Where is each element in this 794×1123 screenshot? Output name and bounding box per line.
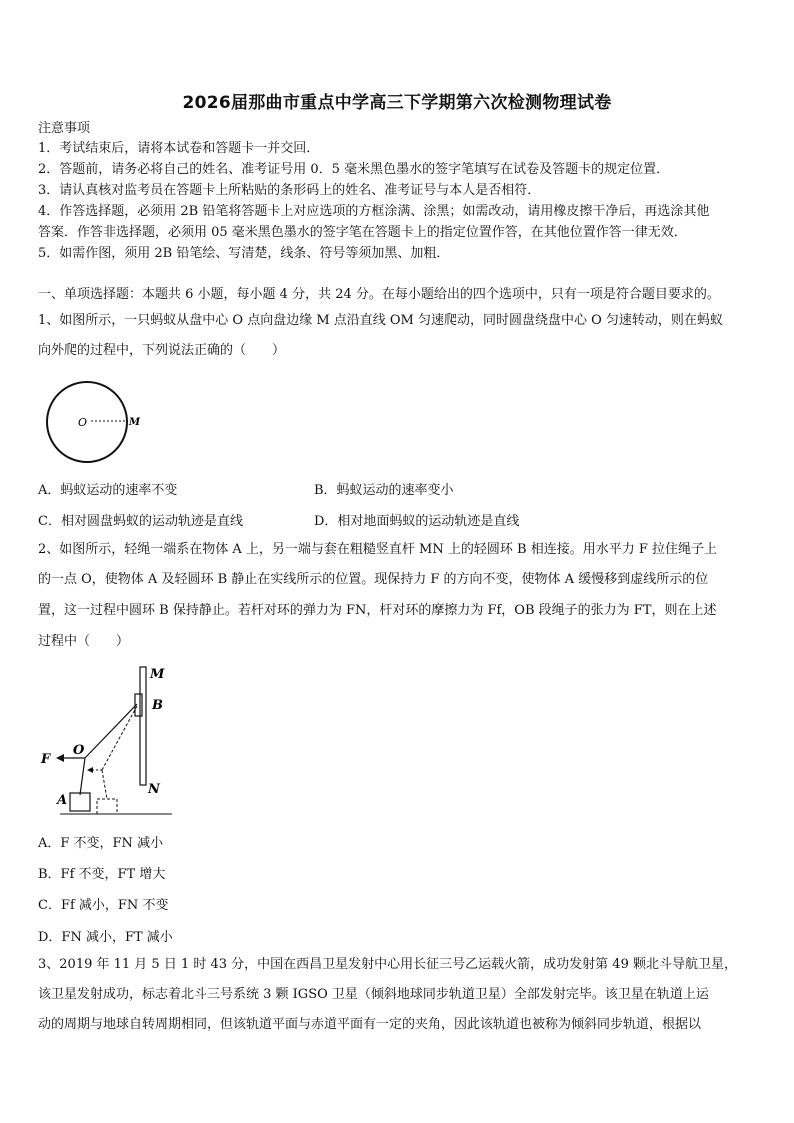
question-3-text: 该卫星发射成功，标志着北斗三号系统 3 颗 IGSO 卫星（倾斜地球同步轨道卫星）全部发射完毕。该卫星在轨道上运 <box>38 987 709 1002</box>
section-heading: 一、单项选择题：本题共 6 小题，每小题 4 分，共 24 分。在每小题给出的四个选项中，只有一项是符合题目要求的。 <box>38 287 720 302</box>
dashed-rope-ob <box>102 706 137 770</box>
question-2-text: 过程中（ ） <box>38 634 130 649</box>
q1-option-a[interactable]: A．蚂蚁运动的速率不变 <box>38 483 178 498</box>
dashed-arrowhead <box>87 767 93 773</box>
disc-label-m: M <box>129 417 141 428</box>
q2-option-b[interactable]: B．Ff 不变，FT 增大 <box>38 867 166 882</box>
page-title: 2026届那曲市重点中学高三下学期第六次检测物理试卷 <box>182 93 612 113</box>
notice-item: 1．考试结束后，请将本试卷和答题卡一并交回． <box>38 141 320 156</box>
disc-label-o: O <box>78 416 88 429</box>
notice-item: 2．答题前，请务必将自己的姓名、准考证号用 0．5 毫米黑色墨水的签字笔填写在试卷及答题卡的规定位置． <box>38 162 670 177</box>
rod-figure <box>36 662 186 822</box>
disc-figure <box>40 378 150 466</box>
q2-option-a[interactable]: A．F 不变，FN 减小 <box>38 836 164 851</box>
q1-option-b[interactable]: B．蚂蚁运动的速率变小 <box>314 483 454 498</box>
question-2-text: 2、如图所示，轻绳一端系在物体 A 上，另一端与套在粗糙竖直杆 MN 上的轻圆环 B 相连接。用水平力 F 拉住绳子上 <box>38 542 717 557</box>
dashed-rope-oa <box>102 770 107 799</box>
label-b: B <box>152 698 163 713</box>
label-n: N <box>148 782 160 797</box>
label-m: M <box>150 667 165 682</box>
block-a <box>70 793 90 811</box>
question-3-text: 3、2019 年 11 月 5 日 1 时 43 分，中国在西昌卫星发射中心用长征三号乙运载火箭，成功发射第 49 颗北斗导航卫星， <box>38 957 737 972</box>
q1-option-c[interactable]: C．相对圆盘蚂蚁的运动轨迹是直线 <box>38 514 243 529</box>
label-a: A <box>57 793 68 808</box>
label-o: O <box>73 743 85 758</box>
notice-item: 4．作答选择题，必须用 2B 铅笔将答题卡上对应选项的方框涂满、涂黑；如需改动，请用橡皮擦干净后，再选涂其他 <box>38 204 710 219</box>
question-2-text: 的一点 O，使物体 A 及轻圆环 B 静止在实线所示的位置。现保持力 F 的方向不变，使物体 A 缓慢移到虚线所示的位 <box>38 572 709 587</box>
rope-ob <box>85 704 137 758</box>
q1-option-d[interactable]: D．相对地面蚂蚁的运动轨迹是直线 <box>314 514 520 529</box>
q2-option-d[interactable]: D．FN 减小，FT 减小 <box>38 930 173 945</box>
notice-item: 答案．作答非选择题，必须用 05 毫米黑色墨水的签字笔在答题卡上的指定位置作答，在其他位置作答一律无效． <box>38 225 687 240</box>
label-f: F <box>41 752 51 767</box>
q2-option-c[interactable]: C．Ff 减小，FN 不变 <box>38 898 169 913</box>
force-arrowhead <box>56 754 64 762</box>
notice-item: 5．如需作图，须用 2B 铅笔绘、写清楚，线条、符号等须加黑、加粗． <box>38 246 450 261</box>
question-1-text: 1、如图所示，一只蚂蚁从盘中心 O 点向盘边缘 M 点沿直线 OM 匀速爬动，同时圆盘绕盘中心 O 匀速转动，则在蚂蚁 <box>38 313 723 328</box>
question-2-text: 置，这一过程中圆环 B 保持静止。若杆对环的弹力为 FN，杆对环的摩擦力为 Ff，OB 段绳子的张力为 FT，则在上述 <box>38 603 717 618</box>
block-a-dashed <box>97 799 117 814</box>
question-3-text: 动的周期与地球自转周期相同，但该轨道平面与赤道平面有一定的夹角，因此该轨道也被称为倾斜同步轨道，根据以 <box>38 1017 702 1032</box>
question-1-text: 向外爬的过程中，下列说法正确的（ ） <box>38 343 286 358</box>
notice-heading: 注意事项 <box>38 121 91 136</box>
notice-item: 3．请认真核对监考员在答题卡上所粘贴的条形码上的姓名、准考证号与本人是否相符． <box>38 183 541 198</box>
rope-oa <box>80 758 85 795</box>
rod-mn <box>140 667 146 785</box>
